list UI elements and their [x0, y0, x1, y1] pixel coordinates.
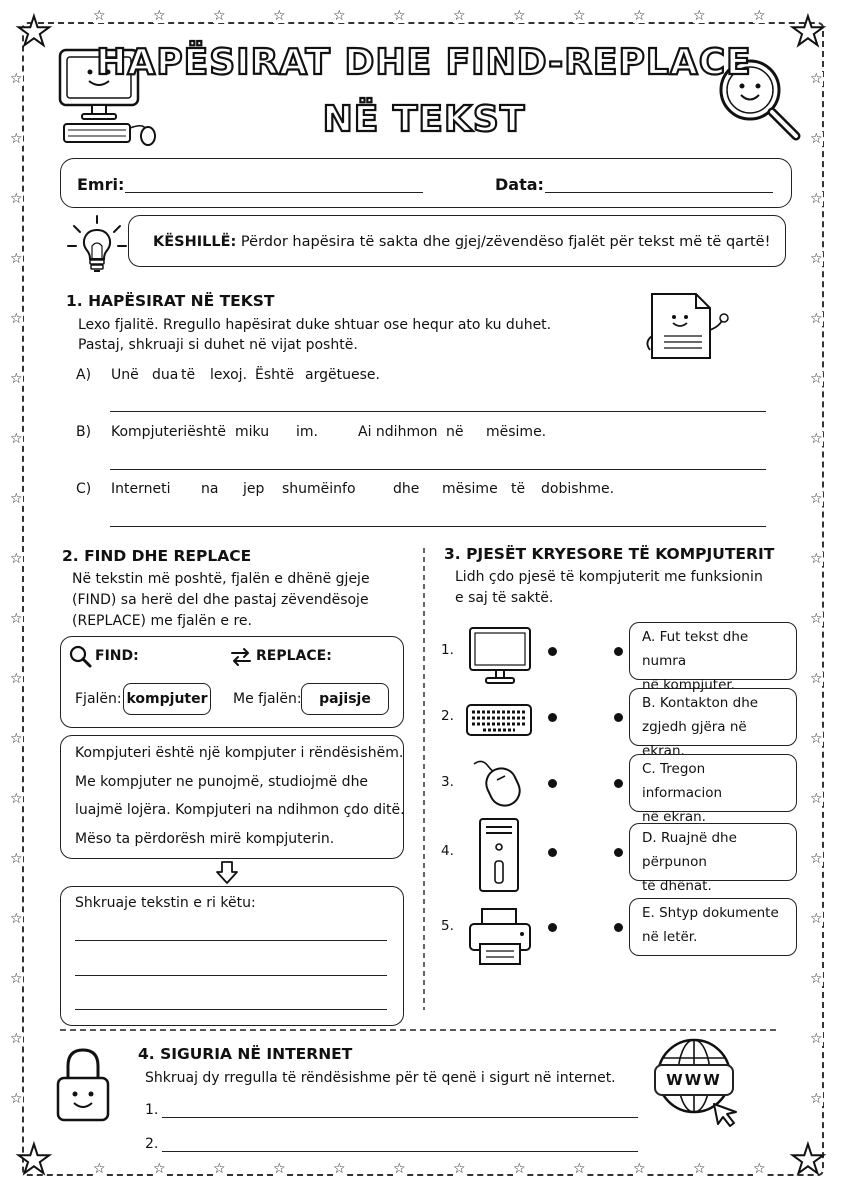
sentence-word: im. [296, 424, 318, 440]
function-option-text: në kompjuter. [642, 677, 735, 693]
sentence-word: në [446, 424, 464, 440]
part-connector-dot[interactable] [548, 647, 557, 656]
replace-prefix: Me fjalën: [233, 691, 302, 707]
answer-line[interactable] [110, 526, 766, 527]
printer-icon [466, 906, 536, 968]
sentence-word: miku [235, 424, 270, 440]
star-icon: ☆ [10, 491, 23, 507]
tip-box [128, 215, 786, 267]
function-option[interactable] [629, 823, 797, 894]
star-icon: ☆ [453, 8, 466, 24]
find-label: FIND: [95, 648, 139, 664]
sentence-word: dhe [393, 481, 420, 497]
source-text-line: Kompjuteri është një kompjuter i rëndësishëm. [75, 745, 404, 761]
star-icon: ☆ [513, 1161, 526, 1177]
star-icon: ☆ [810, 1031, 823, 1047]
part-number: 5. [441, 918, 454, 934]
star-icon: ★ [790, 1137, 826, 1183]
star-icon: ☆ [810, 311, 823, 327]
function-option-text: B. Kontakton dhe [642, 695, 759, 711]
star-icon: ☆ [810, 431, 823, 447]
star-icon: ☆ [513, 8, 526, 24]
sentence-word: Ai ndihmon [358, 424, 438, 440]
star-icon: ☆ [810, 371, 823, 387]
arrow-down-icon [215, 860, 239, 886]
www-label: WWW [654, 1064, 734, 1096]
section2-instruction: Në tekstin më poshtë, fjalën e dhënë gjeje [72, 571, 370, 587]
computer-case-icon [476, 817, 524, 895]
section3-instruction: Lidh çdo pjesë të kompjuterit me funksionin [455, 569, 763, 585]
sentence-word: lexoj. [210, 367, 248, 383]
document-icon [640, 290, 740, 370]
section1-heading: 1. HAPËSIRAT NË TEKST [66, 292, 275, 310]
star-icon: ☆ [10, 971, 23, 987]
rule-1-field[interactable] [162, 1117, 638, 1118]
star-icon: ☆ [633, 1161, 646, 1177]
find-prefix: Fjalën: [75, 691, 122, 707]
rule-number: 2. [145, 1136, 159, 1152]
star-icon: ☆ [10, 431, 23, 447]
function-option-text: E. Shtyp dokumente [642, 905, 779, 921]
page-title: HAPËSIRAT DHE FIND-REPLACE [96, 42, 752, 83]
part-number: 3. [441, 774, 454, 790]
answer-line[interactable] [110, 411, 766, 412]
function-option-text: në letër. [642, 929, 698, 945]
answer-line[interactable] [75, 975, 387, 976]
rule-number: 1. [145, 1102, 159, 1118]
sentence-word: Kompjuteriështë [111, 424, 226, 440]
write-label: Shkruaje tekstin e ri këtu: [75, 895, 256, 911]
star-icon: ☆ [93, 1161, 106, 1177]
part-connector-dot[interactable] [548, 923, 557, 932]
rule-2-field[interactable] [162, 1151, 638, 1152]
function-option-text: në ekran. [642, 809, 706, 825]
star-icon: ☆ [810, 131, 823, 147]
sentence-word: argëtuese. [305, 367, 380, 383]
option-connector-dot[interactable] [614, 713, 623, 722]
item-letter: B) [76, 424, 92, 440]
replace-word: pajisje [301, 683, 389, 715]
star-icon: ☆ [810, 191, 823, 207]
section4-instruction: Shkruaj dy rregulla të rëndësishme për të qenë i sigurt në internet. [145, 1070, 616, 1086]
sentence-word: jep [243, 481, 265, 497]
function-option-text: D. Ruajnë dhe përpunon [642, 830, 737, 870]
section2-instruction: (REPLACE) me fjalën e re. [72, 613, 252, 629]
section3-instruction: e saj të saktë. [455, 590, 554, 606]
mouse-icon [470, 756, 526, 810]
star-icon: ☆ [10, 1031, 23, 1047]
star-icon: ☆ [10, 251, 23, 267]
star-icon: ☆ [693, 8, 706, 24]
star-icon: ☆ [273, 1161, 286, 1177]
sentence-word: të [511, 481, 526, 497]
function-option[interactable] [629, 688, 797, 759]
star-icon: ☆ [10, 371, 23, 387]
star-icon: ☆ [810, 611, 823, 627]
function-option-text: A. Fut tekst dhe numra [642, 629, 749, 669]
star-icon: ☆ [810, 551, 823, 567]
option-connector-dot[interactable] [614, 923, 623, 932]
option-connector-dot[interactable] [614, 647, 623, 656]
section4-heading: 4. SIGURIA NË INTERNET [138, 1045, 353, 1063]
part-connector-dot[interactable] [548, 848, 557, 857]
tip-label: KËSHILLË: [153, 234, 237, 250]
star-icon: ☆ [753, 1161, 766, 1177]
star-icon: ☆ [10, 851, 23, 867]
star-icon: ☆ [810, 671, 823, 687]
star-icon: ☆ [93, 8, 106, 24]
star-icon: ☆ [573, 1161, 586, 1177]
star-icon: ☆ [333, 8, 346, 24]
sentence-word: dua [152, 367, 179, 383]
function-option[interactable] [629, 622, 797, 693]
star-icon: ☆ [393, 1161, 406, 1177]
star-icon: ☆ [633, 8, 646, 24]
part-number: 1. [441, 642, 454, 658]
section2-instruction: (FIND) sa herë del dhe pastaj zëvendësoje [72, 592, 369, 608]
function-option[interactable] [629, 898, 797, 956]
star-icon: ☆ [810, 791, 823, 807]
star-icon: ☆ [10, 671, 23, 687]
star-icon: ☆ [10, 731, 23, 747]
find-replace-box [60, 636, 404, 728]
star-icon: ☆ [10, 311, 23, 327]
star-icon: ☆ [333, 1161, 346, 1177]
star-icon: ★ [16, 9, 52, 55]
star-icon: ☆ [810, 71, 823, 87]
star-icon: ☆ [10, 1091, 23, 1107]
page-title-line2: NË TEKST [322, 99, 526, 140]
star-icon: ☆ [810, 491, 823, 507]
source-text-line: Me kompjuter ne punojmë, studiojmë dhe [75, 773, 369, 790]
option-connector-dot[interactable] [614, 848, 623, 857]
monitor-icon [468, 626, 534, 688]
section1-instruction: Lexo fjalitë. Rregullo hapësirat duke shtuar ose hequr ato ku duhet. [78, 317, 552, 333]
star-icon: ☆ [153, 1161, 166, 1177]
section3-heading: 3. PJESËT KRYESORE TË KOMPJUTERIT [444, 545, 775, 563]
star-icon: ☆ [10, 131, 23, 147]
star-icon: ☆ [393, 8, 406, 24]
star-icon: ☆ [10, 71, 23, 87]
function-option-text: C. Tregon informacion [642, 761, 723, 801]
star-icon: ☆ [10, 791, 23, 807]
keyboard-icon [465, 703, 535, 737]
answer-line[interactable] [110, 469, 766, 470]
part-number: 4. [441, 843, 454, 859]
star-icon: ☆ [10, 911, 23, 927]
part-connector-dot[interactable] [548, 713, 557, 722]
function-option[interactable] [629, 754, 797, 825]
tip-text: Përdor hapësira të sakta dhe gjej/zëvendëso fjalët për tekst më të qartë! [240, 234, 771, 250]
star-icon: ☆ [453, 1161, 466, 1177]
date-field[interactable] [545, 192, 773, 193]
sentence-word: mësime [442, 481, 498, 497]
star-icon: ☆ [810, 251, 823, 267]
source-text-box [60, 735, 404, 859]
item-letter: A) [76, 367, 92, 383]
name-field[interactable] [125, 192, 423, 193]
source-text-line: Mëso ta përdorësh mirë kompjuterin. [75, 830, 335, 847]
source-text-line: luajmë lojëra. Kompjuteri na ndihmon çdo ditë. [75, 802, 405, 818]
sentence-word: dobishme. [541, 481, 615, 497]
star-icon: ☆ [753, 8, 766, 24]
star-icon: ☆ [810, 911, 823, 927]
star-icon: ☆ [213, 1161, 226, 1177]
star-icon: ☆ [153, 8, 166, 24]
option-connector-dot[interactable] [614, 779, 623, 788]
name-date-box [60, 158, 792, 208]
sentence-word: mësime. [486, 424, 547, 440]
star-icon: ☆ [10, 551, 23, 567]
part-number: 2. [441, 708, 454, 724]
star-icon: ☆ [810, 1091, 823, 1107]
section2-heading: 2. FIND DHE REPLACE [62, 547, 252, 565]
part-connector-dot[interactable] [548, 779, 557, 788]
star-icon: ☆ [10, 611, 23, 627]
sentence-word: Është [255, 367, 295, 383]
star-icon: ☆ [573, 8, 586, 24]
vertical-divider [422, 548, 426, 1010]
item-letter: C) [76, 481, 92, 497]
star-icon: ☆ [693, 1161, 706, 1177]
function-option-text: zgjedh gjëra në ekran. [642, 719, 747, 759]
sentence-word: Interneti [111, 481, 171, 497]
answer-line[interactable] [75, 1009, 387, 1010]
star-icon: ☆ [810, 731, 823, 747]
sentence-word: shumëinfo [282, 481, 356, 497]
swap-icon [229, 645, 253, 669]
lightbulb-icon [66, 212, 128, 274]
date-label: Data: [495, 175, 544, 194]
star-icon: ☆ [10, 191, 23, 207]
sentence-word: të [181, 367, 196, 383]
replace-label: REPLACE: [256, 648, 332, 664]
new-text-box [60, 886, 404, 1026]
star-icon: ☆ [273, 8, 286, 24]
lock-icon [54, 1046, 112, 1124]
find-word: kompjuter [123, 683, 211, 715]
search-icon [69, 645, 93, 669]
sentence-word: Unë [111, 367, 139, 383]
star-icon: ☆ [213, 8, 226, 24]
function-option-text: të dhënat. [642, 878, 712, 894]
name-label: Emri: [77, 175, 125, 194]
star-icon: ★ [16, 1137, 52, 1183]
star-icon: ★ [790, 9, 826, 55]
sentence-word: na [201, 481, 219, 497]
star-icon: ☆ [810, 971, 823, 987]
horizontal-divider [60, 1028, 780, 1032]
star-icon: ☆ [810, 851, 823, 867]
section1-instruction: Pastaj, shkruaji si duhet në vijat poshtë. [78, 337, 358, 353]
answer-line[interactable] [75, 940, 387, 941]
